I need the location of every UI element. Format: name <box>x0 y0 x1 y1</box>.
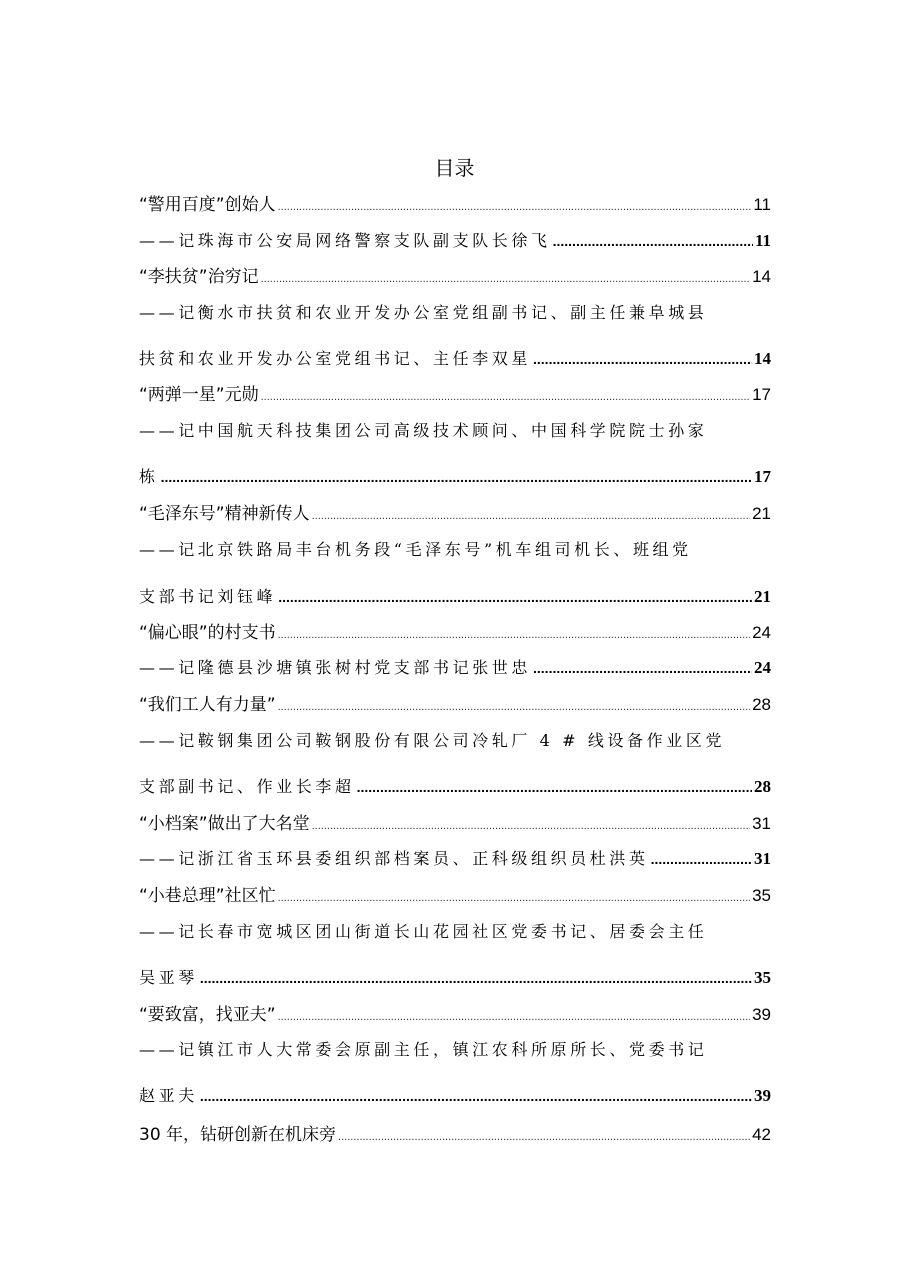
toc-title: 目录 <box>434 156 475 180</box>
entry-title: 30 年，钻研创新在机床旁 <box>139 1125 337 1145</box>
page-number: 14 <box>752 267 771 286</box>
leader-dots <box>200 970 752 986</box>
page-number: 31 <box>754 849 771 868</box>
entry-subtitle: ——记浙江省玉环县委组织部档案员、正科级组织员杜洪英 <box>139 849 649 868</box>
leader-dots <box>651 851 752 867</box>
entry-subtitle-line: ——记镇江市人大常委会原副主任，镇江农科所原所长、党委书记 <box>139 1040 708 1059</box>
page-number: 14 <box>754 349 771 368</box>
page-number: 28 <box>752 695 771 714</box>
toc-subentry[interactable] <box>139 846 771 869</box>
leader-dots <box>533 351 752 367</box>
toc-subentry[interactable] <box>139 965 771 988</box>
toc-subentry[interactable] <box>139 346 771 369</box>
leader-dots <box>312 820 750 832</box>
entry-title: “小档案”做出了大名堂 <box>139 814 310 834</box>
page-number: 17 <box>754 467 771 486</box>
toc-entry[interactable] <box>139 262 771 287</box>
page-number: 39 <box>752 1005 771 1024</box>
toc-subentry[interactable] <box>139 584 771 607</box>
entry-subtitle-line: ——记长春市宽城区团山街道长山花园社区党委书记、居委会主任 <box>139 922 708 941</box>
toc-entry[interactable] <box>139 1120 771 1145</box>
entry-title: “毛泽东号”精神新传人 <box>139 504 310 524</box>
toc-entry[interactable] <box>139 1000 771 1025</box>
leader-dots <box>200 1088 752 1104</box>
page-number: 11 <box>753 195 771 214</box>
page-number: 31 <box>752 814 771 833</box>
entry-title: “警用百度”创始人 <box>139 195 276 215</box>
toc-entry[interactable] <box>139 499 771 524</box>
entry-subtitle: 栋 <box>139 467 159 486</box>
toc-subentry[interactable] <box>139 774 771 797</box>
page-number: 24 <box>754 658 771 677</box>
leader-dots <box>261 391 750 403</box>
entry-subtitle-line: ——记衡水市扶贫和农业开发办公室党组副书记、副主任兼阜城县 <box>139 303 708 322</box>
entry-subtitle: 支部书记刘钰峰 <box>139 587 277 606</box>
toc-subentry[interactable] <box>139 655 771 678</box>
entry-subtitle: ——记隆德县沙塘镇张树村党支部书记张世忠 <box>139 658 532 677</box>
leader-dots <box>533 660 752 676</box>
entry-title: “我们工人有力量” <box>139 695 276 715</box>
leader-dots <box>278 589 752 605</box>
page-number: 42 <box>752 1125 771 1144</box>
entry-subtitle: 赵亚夫 <box>139 1086 198 1105</box>
entry-title: “小巷总理”社区忙 <box>139 886 276 906</box>
toc-entry[interactable] <box>139 618 771 643</box>
leader-dots <box>553 233 753 249</box>
leader-dots <box>261 273 750 285</box>
toc-entry[interactable] <box>139 190 771 215</box>
entry-title: “要致富，找亚夫” <box>139 1005 276 1025</box>
toc-subentry[interactable] <box>139 228 771 251</box>
leader-dots <box>278 701 750 713</box>
toc-entry[interactable] <box>139 690 771 715</box>
page-number: 28 <box>754 777 771 796</box>
leader-dots <box>278 629 750 641</box>
page-number: 21 <box>754 587 771 606</box>
entry-subtitle-line: ——记鞍钢集团公司鞍钢股份有限公司冷轧厂 4 # 线设备作业区党 <box>139 731 726 750</box>
toc-subentry[interactable] <box>139 464 771 487</box>
entry-subtitle-line: ——记北京铁路局丰台机务段“毛泽东号”机车组司机长、班组党 <box>139 540 692 559</box>
page-number: 39 <box>754 1086 771 1105</box>
entry-title: “偏心眼”的村支书 <box>139 623 276 643</box>
page-number: 21 <box>752 504 771 523</box>
leader-dots <box>357 779 752 795</box>
leader-dots <box>312 510 750 522</box>
entry-subtitle: 吴亚琴 <box>139 968 198 987</box>
leader-dots <box>338 1131 750 1143</box>
toc-entry[interactable] <box>139 809 771 834</box>
toc-entry[interactable] <box>139 380 771 405</box>
page-number: 17 <box>752 385 771 404</box>
page-number: 11 <box>754 231 771 250</box>
leader-dots <box>278 1011 750 1023</box>
entry-subtitle: 扶贫和农业开发办公室党组书记、主任李双星 <box>139 349 532 368</box>
entry-subtitle: 支部副书记、作业长李超 <box>139 777 355 796</box>
page-number: 24 <box>752 623 771 642</box>
leader-dots <box>278 892 750 904</box>
leader-dots <box>278 201 752 213</box>
toc-subentry[interactable] <box>139 1083 771 1106</box>
entry-subtitle-line: ——记中国航天科技集团公司高级技术顾问、中国科学院院士孙家 <box>139 421 708 440</box>
entry-title: “两弹一星”元勋 <box>139 385 259 405</box>
page-number: 35 <box>754 968 771 987</box>
entry-title: “李扶贫”治穷记 <box>139 267 259 287</box>
entry-subtitle: ——记珠海市公安局网络警察支队副支队长徐飞 <box>139 231 551 250</box>
toc-entry[interactable] <box>139 881 771 906</box>
leader-dots <box>161 469 752 485</box>
page-number: 35 <box>752 886 771 905</box>
